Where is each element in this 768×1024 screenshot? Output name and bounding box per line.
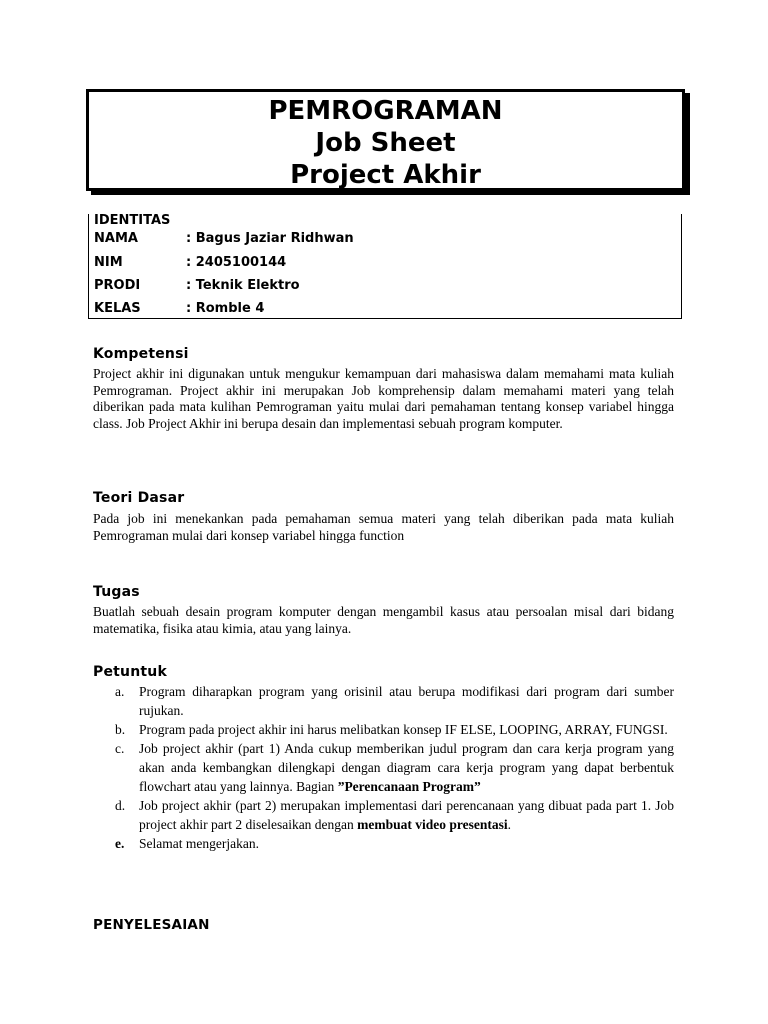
identity-value-nim: : 2405100144 [186,255,287,270]
list-marker: a. [115,684,125,699]
identity-header: IDENTITAS [94,213,171,228]
kompetensi-text: Project akhir ini digunakan untuk mengukur kemampuan dari mahasiswa dalam memahami mata kuliah Pemrograman. Project akhir ini merupakan Job komprehensip dalam memahami materi yang telah diberikan pada mata kulihan Pemrograman yaitu mulai dari pemahaman tentang konsep variabel hingga class. Job Project Akhir ini berupa desain dan implementasi sebuah program komputer. [93,366,674,431]
list-item-text: Program diharapkan program yang orisinil atau berupa modifikasi dari program dari sumber rujukan. [139,684,674,718]
title-line-3: Project Akhir [290,160,481,190]
identity-value-nama: : Bagus Jaziar Ridhwan [186,231,354,246]
tugas-text: Buatlah sebuah desain program komputer dengan mengambil kasus atau persoalan misal dari bidang matematika, fisika atau kimia, atau yang lainya. [93,604,674,636]
identity-value-prodi: : Teknik Elektro [186,278,300,293]
tugas-heading: Tugas [93,584,140,600]
list-item [93,682,674,720]
identity-value-kelas: : Romble 4 [186,301,265,316]
petunjuk-heading: Petuntuk [93,664,167,680]
list-item-bold-text: membuat video presentasi [357,817,508,832]
list-item [93,739,674,796]
kompetensi-heading: Kompetensi [93,346,189,362]
identity-label-nama: NAMA [94,231,138,246]
penyelesaian-heading: PENYELESAIAN [93,917,210,933]
list-item [93,834,674,853]
list-marker: c. [115,741,125,756]
list-marker: d. [115,798,126,813]
list-item-text: Job project akhir (part 1) Anda cukup memberikan judul program dan cara kerja program yang akan anda kembangkan dilengkapi dengan diagram cara kerja program yang dapat berbentuk flowchart atau yang lainnya. Bagian [139,741,674,794]
list-item-bold-text: ”Perencanaan Program” [337,779,481,794]
list-item-text: Selamat mengerjakan. [139,836,259,851]
title-line-1: PEMROGRAMAN [268,96,503,126]
list-item-text-after: . [507,817,512,832]
identity-block [88,214,682,319]
title-line-2: Job Sheet [315,128,456,158]
petunjuk-list [93,682,674,853]
teori-text: Pada job ini menekankan pada pemahaman semua materi yang telah diberikan pada mata kuliah Pemrograman mulai dari konsep variabel hingga function [93,511,674,543]
list-marker: b. [115,722,126,737]
list-item [93,720,674,739]
list-item [93,796,674,834]
identity-label-kelas: KELAS [94,301,141,316]
list-marker: e. [115,836,125,851]
list-item-text: Program pada project akhir ini harus melibatkan konsep IF ELSE, LOOPING, ARRAY, FUNGSI. [139,722,668,737]
identity-label-prodi: PRODI [94,278,141,293]
title-box [86,89,685,191]
list-item-text: Job project akhir (part 2) merupakan implementasi dari perencanaan yang dibuat pada part 1. Job project akhir part 2 diselesaikan dengan [139,798,674,832]
identity-label-nim: NIM [94,255,123,270]
teori-heading: Teori Dasar [93,490,185,506]
